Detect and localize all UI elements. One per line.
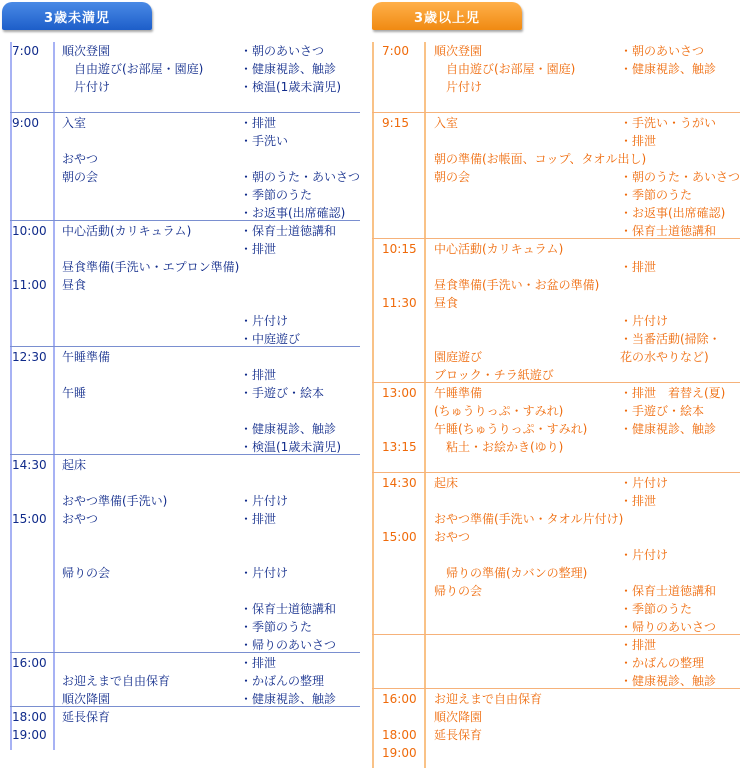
activity-label: お迎えまで自由保育 [62,674,171,688]
schedule-row [372,420,744,438]
time-label: 13:15 [382,440,417,454]
activity-label: 昼食 [62,278,87,292]
note-label: ・排泄 [620,494,657,508]
note-label: ・朝のうた・あいさつ [240,170,361,184]
schedule-row [372,150,744,168]
activity-label: 中心活動(カリキュラム) [62,224,192,238]
schedule-row [2,474,364,492]
schedule-row [372,384,744,402]
schedule-row [2,168,364,186]
activity-label: 園庭遊び [434,350,483,364]
time-block-separator [372,688,740,689]
note-label: ・健康視診、触診 [620,674,717,688]
activity-label: 午睡 [62,386,87,400]
header-3-and-over: 3歳以上児 [372,2,522,30]
note-label: ・朝のあいさつ [620,44,705,58]
time-label: 18:00 [12,710,47,724]
activity-label: ブロック・チラ紙遊び [434,368,554,382]
header-under-3: 3歳未満児 [2,2,152,30]
schedule-row [372,636,744,654]
schedule-row [372,294,744,312]
note-label: ・季節のうた [620,188,693,202]
note-label: ・保育士道徳講和 [620,584,717,598]
note-label: ・排泄 [240,656,277,670]
activity-label: 片付け [62,80,111,94]
note-label: ・当番活動(掃除・ [620,332,721,346]
schedule-row [2,258,364,276]
note-label: ・手洗い・うがい [620,116,717,130]
activity-label: 粘土・お絵かき(ゆり) [434,440,564,454]
note-label: ・排泄 [620,260,657,274]
activity-label: 昼食準備(手洗い・お盆の準備) [434,278,600,292]
note-label: ・排泄 [240,512,277,526]
time-label: 11:30 [382,296,417,310]
note-label: 花の水やりなど) [620,350,709,364]
time-block-separator [10,346,360,347]
note-label: ・中庭遊び [240,332,301,346]
schedule-row [372,726,744,744]
schedule-row [2,222,364,240]
schedule-row [2,294,364,312]
schedule-row [2,546,364,564]
activity-label: 自由遊び(お部屋・園庭) [434,62,576,76]
activity-label: 延長保育 [62,710,111,724]
activity-label: 朝の会 [62,170,99,184]
schedule-row [2,528,364,546]
schedule-row [372,42,744,60]
time-block-separator [10,706,360,707]
activity-label: 朝の準備(お帳面、コップ、タオル出し) [434,152,647,166]
note-label: ・排泄 着替え(夏) [620,386,726,400]
activity-label: 午睡準備 [62,350,111,364]
schedule-row [372,402,744,420]
schedule-row [372,276,744,294]
time-label: 9:00 [12,116,39,130]
schedule-row [2,708,364,726]
time-label: 18:00 [382,728,417,742]
note-label: ・排泄 [240,242,277,256]
activity-label: おやつ準備(手洗い・タオル片付け) [434,512,624,526]
note-label: ・排泄 [240,116,277,130]
time-label: 9:15 [382,116,409,130]
schedule-row [2,186,364,204]
schedule-row [2,150,364,168]
schedule-row [2,132,364,150]
note-label: ・保育士道徳講和 [240,602,337,616]
note-label: ・健康視診、触診 [240,692,337,706]
note-label: ・片付け [240,566,289,580]
activity-label: 帰りの会 [62,566,111,580]
note-label: ・健康視診、触診 [620,62,717,76]
schedule-row [372,132,744,150]
schedule-row [2,726,364,744]
activity-label: おやつ [62,512,99,526]
schedule-row [2,348,364,366]
note-label: ・保育士道徳講和 [620,224,717,238]
schedule-row [372,438,744,456]
schedule-row [2,672,364,690]
time-block-separator [372,382,740,383]
schedule-row [2,582,364,600]
activity-label: 午睡準備 [434,386,483,400]
schedule-row [372,546,744,564]
activity-label: 帰りの会 [434,584,483,598]
note-label: ・お返事(出席確認) [620,206,726,220]
schedule-row [2,492,364,510]
time-label: 19:00 [382,746,417,760]
note-label: ・手遊び・絵本 [240,386,325,400]
activity-label: 順次降園 [434,710,483,724]
schedule-row [372,564,744,582]
schedule-row [2,600,364,618]
activity-label: おやつ [62,152,99,166]
schedule-row [372,168,744,186]
schedule-row [372,510,744,528]
schedule-row [2,312,364,330]
activity-label: (ちゅうりっぷ・すみれ) [434,404,564,418]
schedule-row [372,690,744,708]
schedule-row [372,708,744,726]
schedule-row [372,348,744,366]
time-label: 15:00 [382,530,417,544]
schedule-row [372,258,744,276]
note-label: ・かばんの整理 [240,674,325,688]
schedule-row [2,366,364,384]
time-label: 7:00 [12,44,39,58]
activity-label: おやつ準備(手洗い) [62,494,168,508]
time-label: 11:00 [12,278,47,292]
schedule-row [372,330,744,348]
note-label: ・片付け [620,476,669,490]
note-label: ・季節のうた [620,602,693,616]
note-label: ・かばんの整理 [620,656,705,670]
schedule-row [2,456,364,474]
schedule-row [2,564,364,582]
note-label: ・健康視診、触診 [240,62,337,76]
schedule-row [2,654,364,672]
note-label: ・帰りのあいさつ [620,620,717,634]
time-label: 10:15 [382,242,417,256]
schedule-row [2,78,364,96]
activity-label: 中心活動(カリキュラム) [434,242,564,256]
time-label: 13:00 [382,386,417,400]
activity-label: 順次降園 [62,692,111,706]
note-label: ・季節のうた [240,188,313,202]
activity-label: 昼食準備(手洗い・エプロン準備) [62,260,240,274]
time-block-separator [10,652,360,653]
schedule-row [372,744,744,762]
note-label: ・お返事(出席確認) [240,206,346,220]
note-label: ・片付け [620,548,669,562]
time-label: 16:00 [382,692,417,706]
time-label: 10:00 [12,224,47,238]
time-label: 14:30 [12,458,47,472]
time-label: 19:00 [12,728,47,742]
activity-label: 入室 [62,116,87,130]
activity-label: 順次登園 [434,44,483,58]
activity-label: 起床 [434,476,459,490]
time-block-separator [372,472,740,473]
activity-label: 午睡(ちゅうりっぷ・すみれ) [434,422,588,436]
schedule-row [372,114,744,132]
note-label: ・保育士道徳講和 [240,224,337,238]
note-label: ・検温(1歳未満児) [240,80,341,94]
note-label: ・片付け [240,494,289,508]
activity-label: 昼食 [434,296,459,310]
activity-label: おやつ [434,530,471,544]
time-block-separator [10,454,360,455]
schedule-row [372,474,744,492]
schedule-row [372,528,744,546]
schedule-row [2,276,364,294]
schedule-row [2,420,364,438]
note-label: ・排泄 [240,368,277,382]
activity-label: 自由遊び(お部屋・園庭) [62,62,204,76]
activity-label: 朝の会 [434,170,471,184]
note-label: ・帰りのあいさつ [240,638,337,652]
schedule-row [2,384,364,402]
schedule-row [372,582,744,600]
note-label: ・排泄 [620,134,657,148]
time-label: 7:00 [382,44,409,58]
time-label: 15:00 [12,512,47,526]
time-label: 16:00 [12,656,47,670]
schedule-row [372,492,744,510]
note-label: ・検温(1歳未満児) [240,440,341,454]
schedule-under-3 [2,42,364,750]
note-label: ・朝のうた・あいさつ [620,170,741,184]
note-label: ・片付け [620,314,669,328]
time-label: 14:30 [382,476,417,490]
note-label: ・排泄 [620,638,657,652]
schedule-row [2,60,364,78]
schedule-row [2,402,364,420]
schedule-row [372,312,744,330]
schedule-row [2,42,364,60]
schedule-row [2,114,364,132]
time-block-separator [372,238,740,239]
time-block-separator [372,634,740,635]
schedule-row [372,186,744,204]
note-label: ・季節のうた [240,620,313,634]
schedule-row [372,78,744,96]
schedule-row [2,510,364,528]
note-label: ・片付け [240,314,289,328]
activity-label: 帰りの準備(カバンの整理) [434,566,588,580]
activity-label: 延長保育 [434,728,483,742]
schedule-row [372,204,744,222]
note-label: ・朝のあいさつ [240,44,325,58]
schedule-row [2,618,364,636]
note-label: ・健康視診、触診 [240,422,337,436]
schedule-row [372,600,744,618]
time-block-separator [10,112,360,113]
activity-label: 入室 [434,116,459,130]
schedule-3-and-over [372,42,744,768]
note-label: ・手洗い [240,134,289,148]
note-label: ・健康視診、触診 [620,422,717,436]
activity-label: 片付け [434,80,483,94]
time-block-separator [372,112,740,113]
activity-label: 起床 [62,458,87,472]
schedule-row [372,60,744,78]
schedule-row [2,240,364,258]
time-block-separator [10,220,360,221]
time-label: 12:30 [12,350,47,364]
activity-label: お迎えまで自由保育 [434,692,543,706]
note-label: ・手遊び・絵本 [620,404,705,418]
schedule-row [372,654,744,672]
activity-label: 順次登園 [62,44,111,58]
schedule-row [372,240,744,258]
